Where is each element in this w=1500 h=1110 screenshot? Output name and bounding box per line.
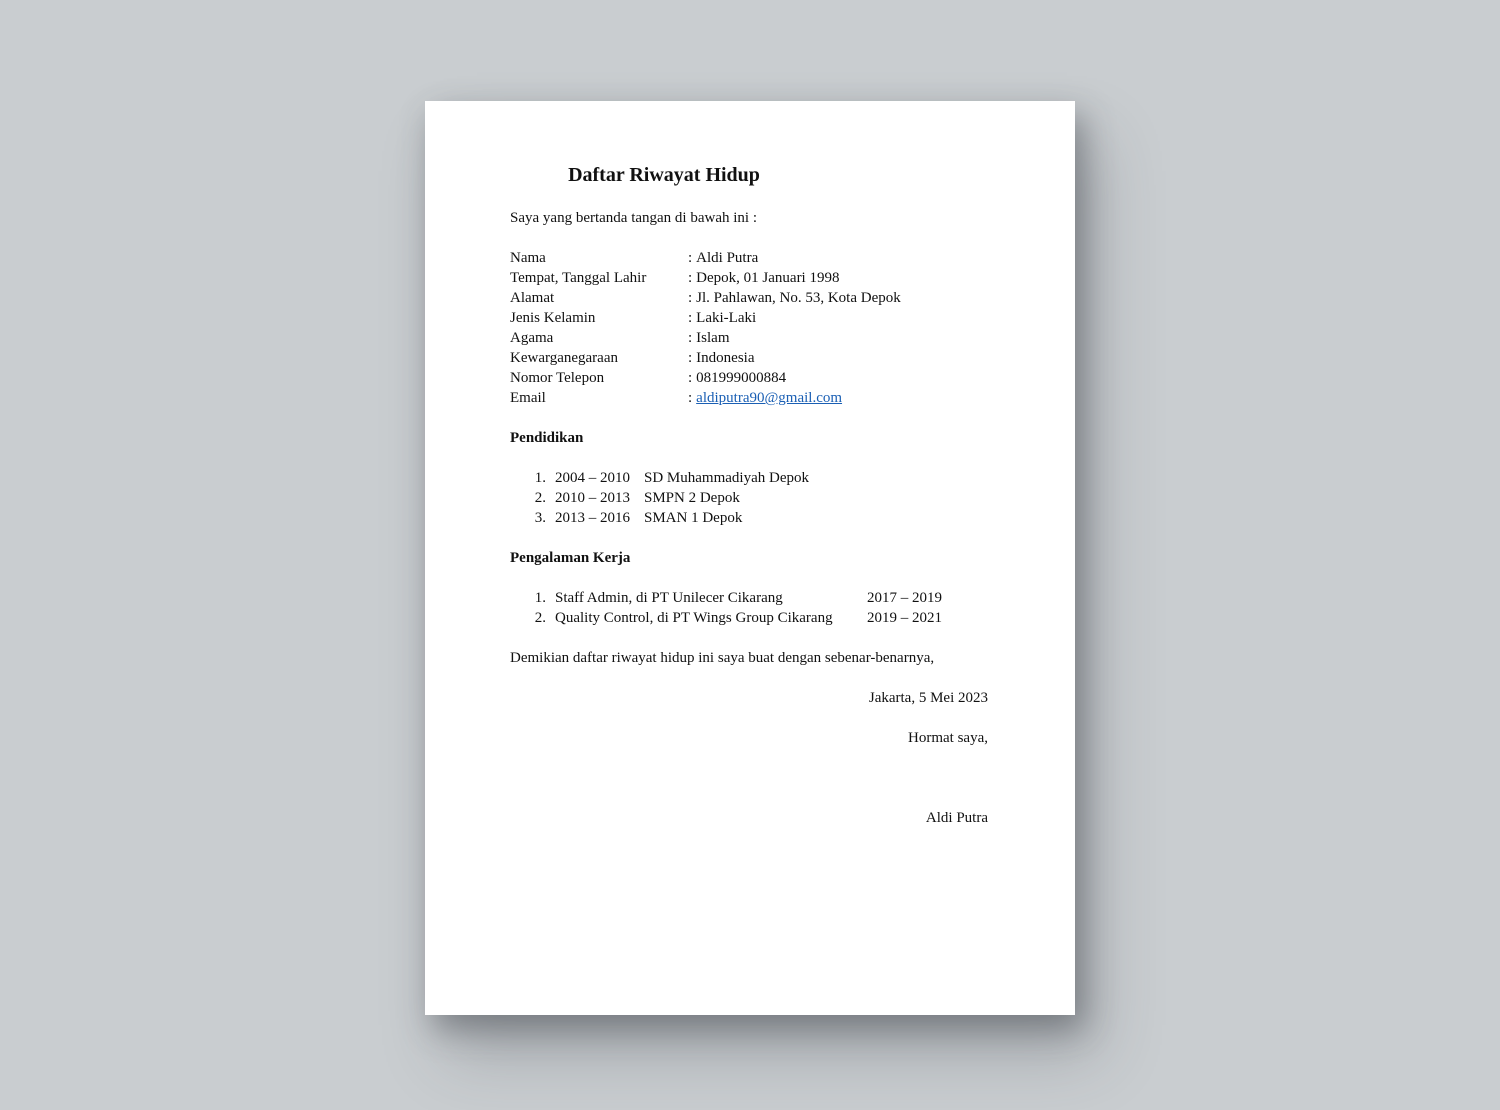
education-years: 2004 – 2010 — [555, 470, 630, 486]
experience-role: Staff Admin, di PT Unilecer Cikarang — [555, 590, 783, 606]
field-value: 081999000884 — [696, 370, 787, 386]
experience-years: 2017 – 2019 — [867, 590, 942, 606]
list-number: 1. — [534, 590, 546, 606]
field-value: Jl. Pahlawan, No. 53, Kota Depok — [696, 290, 901, 306]
field-label: Nama — [510, 250, 546, 266]
regards-text: Hormat saya, — [908, 730, 988, 746]
experience-heading: Pengalaman Kerja — [510, 550, 631, 566]
signature-name: Aldi Putra — [925, 810, 988, 826]
field-label: Email — [510, 390, 546, 406]
list-number: 2. — [534, 490, 546, 506]
field-value: Indonesia — [696, 350, 755, 366]
field-label: Nomor Telepon — [510, 370, 605, 386]
field-value: Laki-Laki — [696, 310, 757, 326]
education-school: SMAN 1 Depok — [644, 510, 743, 526]
email-link[interactable]: aldiputra90@gmail.com — [696, 390, 843, 406]
list-number: 2. — [534, 610, 546, 626]
list-number: 1. — [534, 470, 546, 486]
field-label: Jenis Kelamin — [510, 310, 596, 326]
intro-text: Saya yang bertanda tangan di bawah ini : — [510, 210, 758, 226]
field-label: Kewarganegaraan — [510, 350, 618, 366]
field-label: Alamat — [510, 290, 555, 306]
education-school: SMPN 2 Depok — [644, 490, 740, 506]
experience-role: Quality Control, di PT Wings Group Cikarang — [555, 610, 833, 626]
closing-text: Demikian daftar riwayat hidup ini saya buat dengan sebenar-benarnya, — [510, 650, 935, 666]
list-number: 3. — [534, 510, 546, 526]
field-value: Islam — [696, 330, 730, 346]
education-school: SD Muhammadiyah Depok — [644, 470, 809, 486]
education-years: 2010 – 2013 — [555, 490, 630, 506]
education-heading: Pendidikan — [510, 430, 584, 446]
document-page: Daftar Riwayat Hidup Saya yang bertanda tangan di bawah ini : Nama : Aldi Putra Tempat, Tanggal Lahir : Depok, 01 Januari 1998 Alamat : Jl. Pahlawan, No. 53, Kota Depok Jenis Kelamin : Laki-Laki Agama : Islam Kewarganegaraan : Indonesia Nomor Telepon : 081999000884 Email : aldiputra90@gmail.com Pendidikan 1. 2004 – 2010 SD Muhammadiyah Depok 2. 2010 – 2013 SMPN 2 Depok 3. 2013 – 2016 SMAN 1 Depok Pengalaman Kerja 1. Staff Admin, di PT Unilecer Cikarang 2017 – 2019 2. Quality Control, di PT Wings Group Cikarang 2019 – 2021 Demikian daftar riwayat hidup ini saya buat dengan sebenar-benarnya, Jakarta, 5 Mei 2023 Hormat saya, Aldi Putra — [425, 101, 1075, 1015]
field-label: Agama — [510, 330, 554, 346]
education-years: 2013 – 2016 — [555, 510, 630, 526]
field-value: Depok, 01 Januari 1998 — [696, 270, 840, 286]
field-label: Tempat, Tanggal Lahir — [510, 270, 647, 286]
document-title: Daftar Riwayat Hidup — [568, 164, 760, 186]
field-value: Aldi Putra — [696, 250, 759, 266]
experience-years: 2019 – 2021 — [867, 610, 942, 626]
place-date: Jakarta, 5 Mei 2023 — [868, 690, 988, 706]
